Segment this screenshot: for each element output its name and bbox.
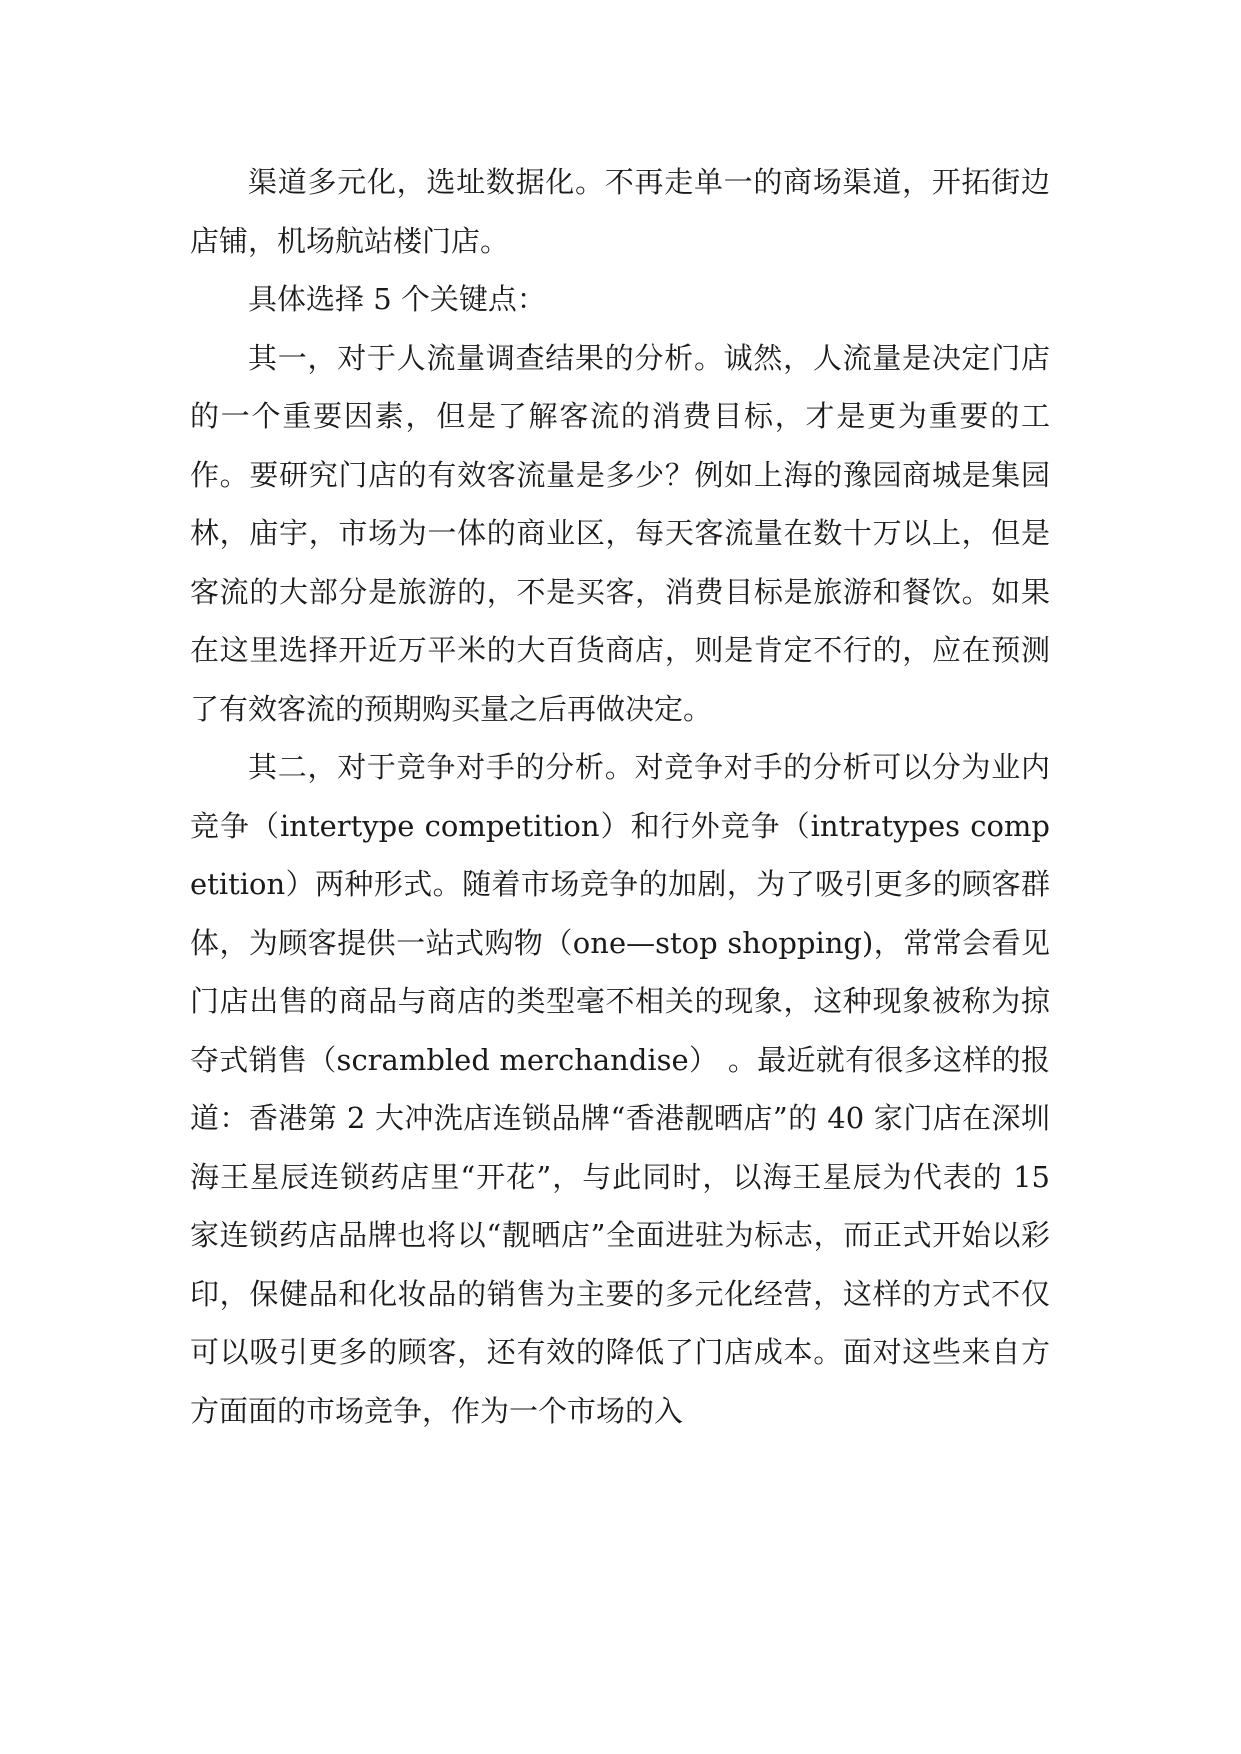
document-body: [190, 153, 1050, 1440]
paragraph-channel-diversification: 渠道多元化，选址数据化。不再走单一的商场渠道，开拓街边店铺，机场航站楼门店。: [190, 165, 1050, 258]
paragraph-key-points-intro: 具体选择 5 个关键点：: [248, 282, 546, 316]
paragraph-competitor-analysis: 其二，对于竞争对手的分析。对竞争对手的分析可以分为业内竞争（intertype competition）和行外竞争（intratypes competition）两种形式。随着市场竞争的加剧，为了吸引更多的顾客群体，为顾客提供一站式购物（one—stop shopping)，常常会看见门店出售的商品与商店的类型毫不相关的现象，这种现象被称为掠夺式销售（scrambled merchandise） 。最近就有很多这样的报道：香港第 2 大冲洗店连锁品牌“香港靓晒店”的 40 家门店在深圳海王星辰连锁药店里“开花”，与此同时，以海王星辰为代表的 15 家连锁药店品牌也将以“靓晒店”全面进驻为标志，而正式开始以彩印，保健品和化妆品的销售为主要的多元化经营，这样的方式不仅可以吸引更多的顾客，还有效的降低了门店成本。面对这些来自方方面面的市场竞争，作为一个市场的入: [190, 750, 1050, 1428]
paragraph-foot-traffic-analysis: 其一，对于人流量调查结果的分析。诚然，人流量是决定门店的一个重要因素，但是了解客流的消费目标，才是更为重要的工作。要研究门店的有效客流量是多少？例如上海的豫园商城是集园林，庙宇，市场为一体的商业区，每天客流量在数十万以上，但是客流的大部分是旅游的，不是买客，消费目标是旅游和餐饮。如果在这里选择开近万平米的大百货商店，则是肯定不行的，应在预测了有效客流的预期购买量之后再做决定。: [190, 340, 1050, 726]
